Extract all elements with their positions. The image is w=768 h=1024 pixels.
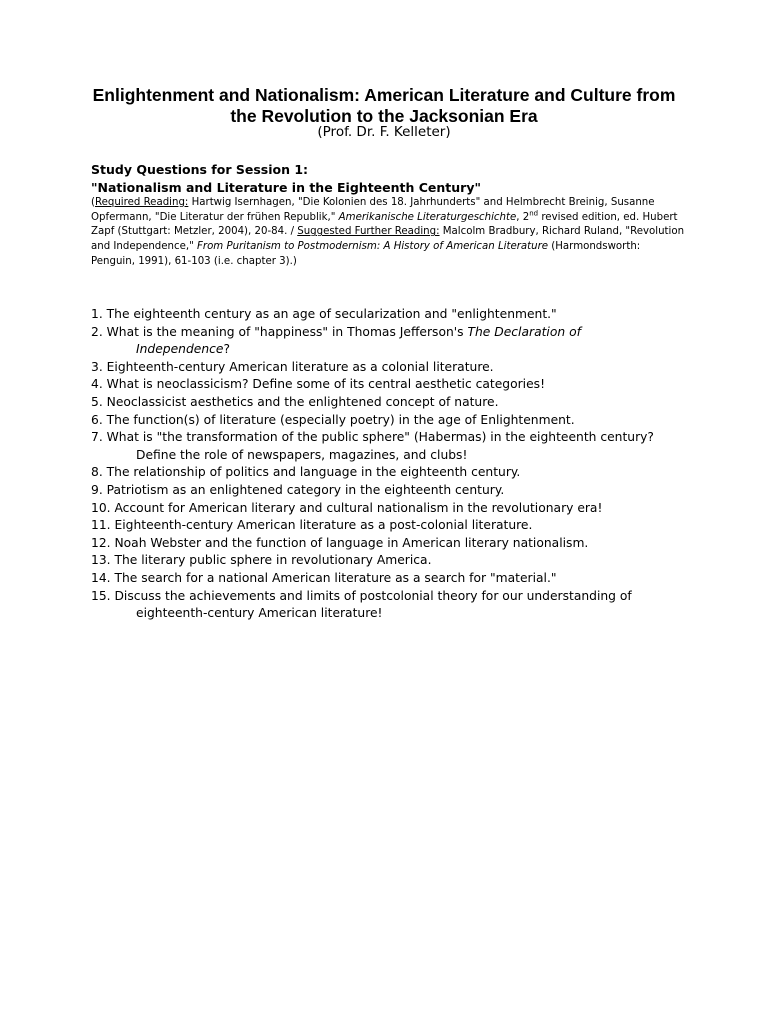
session-heading: Study Questions for Session 1: xyxy=(91,162,309,177)
question-item: 1. The eighteenth century as an age of secularization and "enlightenment." xyxy=(91,307,557,321)
question-item: 14. The search for a national American literature as a search for "material." xyxy=(91,570,557,585)
question-text: 15. Discuss the achievements and limits of postcolonial theory for our understanding of xyxy=(91,588,632,603)
question-continuation xyxy=(91,341,691,359)
edition-superscript: nd xyxy=(529,209,539,218)
question-item: 12. Noah Webster and the function of language in American literary nationalism. xyxy=(91,535,589,550)
question-text: 2. What is the meaning of "happiness" in Thomas Jefferson's xyxy=(91,324,468,339)
required-reading-label: Required Reading: xyxy=(94,197,189,208)
required-reading-publication: revised edition, ed. Hubert Zapf (Stuttgart: Metzler, 2004), 20-84. / xyxy=(91,211,678,238)
question-work-title: The Declaration of xyxy=(467,324,581,339)
title-line-1: Enlightenment and Nationalism: American Literature and Culture from xyxy=(92,85,676,105)
required-reading-book-title: Amerikanische Literaturgeschichte xyxy=(338,211,517,223)
question-item: 13. The literary public sphere in revolutionary America. xyxy=(91,553,432,568)
question-item: 10. Account for American literary and cultural nationalism in the revolutionary era! xyxy=(91,500,603,515)
question-item: 8. The relationship of politics and language in the eighteenth century. xyxy=(91,465,521,480)
session-topic: "Nationalism and Literature in the Eighteenth Century" xyxy=(91,180,481,195)
question-item: 3. Eighteenth-century American literature as a colonial literature. xyxy=(91,359,494,374)
further-reading-label: Suggested Further Reading: xyxy=(297,226,440,238)
question-item: 6. The function(s) of literature (especially poetry) in the age of Enlightenment. xyxy=(91,412,575,427)
question-item xyxy=(91,324,691,359)
study-questions-list xyxy=(91,306,691,623)
further-reading-text: Malcolm Bradbury, Richard Ruland, "Revolution and Independence," xyxy=(91,226,685,253)
title-line-2: the Revolution to the Jacksonian Era xyxy=(230,106,538,126)
required-reading-text: Hartwig Isernhagen, "Die Kolonien des 18. Jahrhunderts" and Helmbrecht Breinig, Susanne Opfermann, "Die Literatur der frühen Republik," xyxy=(91,197,655,223)
question-work-title: Independence xyxy=(136,342,224,357)
question-text: 7. What is "the transformation of the public sphere" (Habermas) in the eighteenth century? xyxy=(91,430,654,445)
question-item: 9. Patriotism as an enlightened category in the eighteenth century. xyxy=(91,482,505,497)
question-item: 5. Neoclassicist aesthetics and the enlightened concept of nature. xyxy=(91,394,499,409)
further-reading-publication: (Harmondsworth: Penguin, 1991), 61-103 (i.e. chapter 3).) xyxy=(91,241,641,267)
question-continuation: Define the role of newspapers, magazines, and clubs! xyxy=(136,447,468,462)
question-text: ? xyxy=(223,342,230,357)
required-reading-edition: , 2 xyxy=(516,211,530,223)
further-reading-book-title: From Puritanism to Postmodernism: A History of American Literature xyxy=(197,241,549,253)
question-continuation: eighteenth-century American literature! xyxy=(136,606,383,621)
author-line: (Prof. Dr. F. Kelleter) xyxy=(317,124,451,140)
question-item xyxy=(91,588,691,623)
question-item xyxy=(91,429,691,464)
reading-list xyxy=(91,196,686,270)
question-item: 4. What is neoclassicism? Define some of its central aesthetic categories! xyxy=(91,377,546,392)
session-heading-block xyxy=(91,161,481,197)
question-item: 11. Eighteenth-century American literature as a post-colonial literature. xyxy=(91,518,533,533)
document-title xyxy=(60,85,708,127)
reading-open-paren: ( xyxy=(91,197,95,208)
